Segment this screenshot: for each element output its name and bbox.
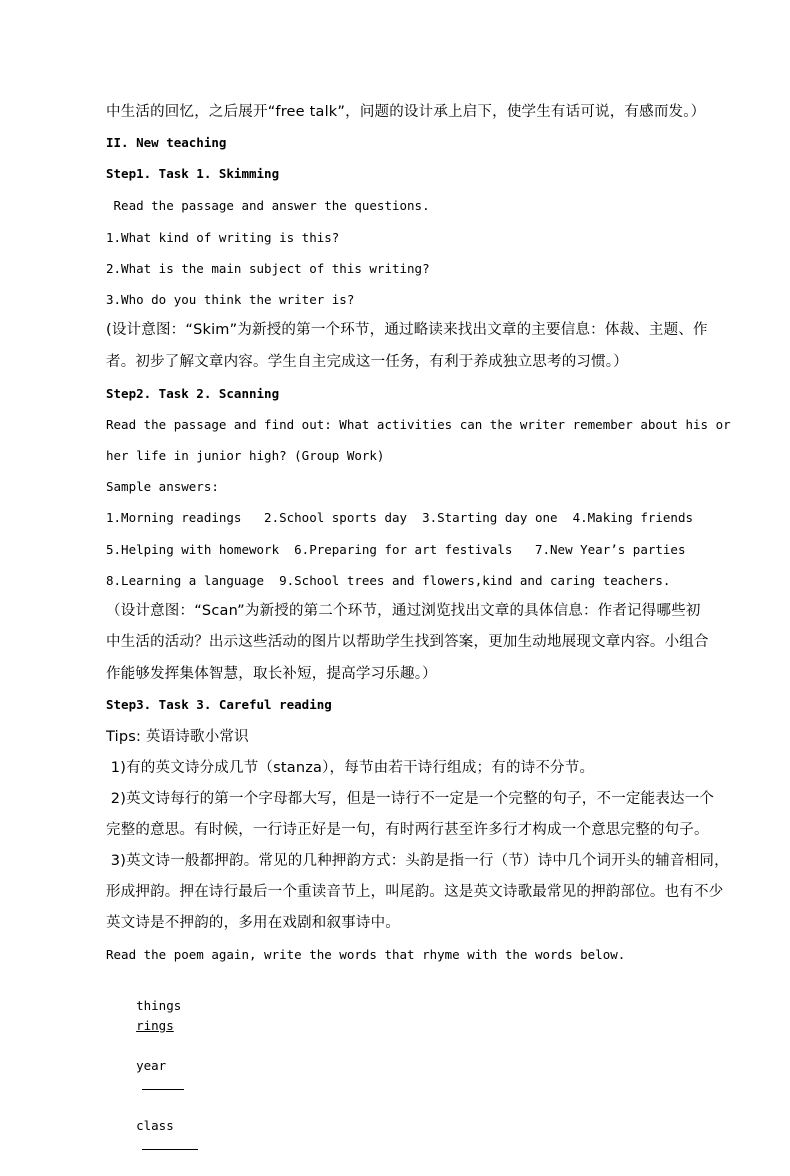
- rhyme-word-things: things: [136, 998, 182, 1013]
- question-line: 2.What is the main subject of this writing?: [106, 261, 430, 276]
- instruction-line: her life in junior high? (Group Work): [106, 448, 385, 463]
- step-heading: Step2. Task 2. Scanning: [106, 386, 280, 401]
- step-heading: Step3. Task 3. Careful reading: [106, 697, 332, 712]
- sample-answers-label: Sample answers:: [106, 479, 219, 494]
- paragraph-line: (设计意图：“Skim”为新授的第一个环节，通过略读来找出文章的主要信息：体裁、主题、作: [106, 322, 708, 338]
- answer-line: 1.Morning readings 2.School sports day 3.Starting day one 4.Making friends: [106, 510, 693, 525]
- section-heading: II. New teaching: [106, 135, 227, 150]
- answer-line: 8.Learning a language 9.School trees and flowers,kind and caring teachers.: [106, 573, 671, 588]
- tip-item: 形成押韵。押在诗行最后一个重读音节上，叫尾韵。这是英文诗歌最常见的押韵部位。也有不少: [106, 884, 724, 900]
- paragraph-line: 作能够发挥集体智慧，取长补短，提高学习乐趣。）: [106, 666, 437, 682]
- rhyme-blank-year[interactable]: [142, 1076, 184, 1090]
- tip-item: 英文诗是不押韵的，多用在戏剧和叙事诗中。: [106, 915, 400, 931]
- question-line: 3.Who do you think the writer is?: [106, 292, 355, 307]
- tips-line: Tips: 英语诗歌小常识: [106, 729, 249, 745]
- tip-item: 完整的意思。有时候，一行诗正好是一句，有时两行甚至许多行才构成一个意思完整的句子。: [106, 822, 709, 838]
- rhyme-answer-rings[interactable]: rings: [136, 1018, 174, 1033]
- paragraph-line: 者。初步了解文章内容。学生自主完成这一任务，有利于养成独立思考的习惯。）: [106, 354, 628, 370]
- paragraph-line: 中生活的活动？出示这些活动的图片以帮助学生找到答案，更加生动地展现文章内容。小组合: [106, 634, 709, 650]
- rhyme-blank-class[interactable]: [142, 1136, 198, 1150]
- rhyme-word-class: class: [136, 1118, 174, 1133]
- instruction-line: Read the passage and answer the questions.: [106, 198, 430, 213]
- paragraph-line: 中生活的回忆，之后展开“free talk”，问题的设计承上启下，使学生有话可说，有感而发。）: [106, 104, 706, 120]
- tip-item: 1)有的英文诗分成几节（stanza），每节由若干诗行组成；有的诗不分节。: [106, 760, 595, 776]
- instruction-line: Read the poem again, write the words that rhyme with the words below.: [106, 947, 626, 962]
- instruction-line: Read the passage and find out: What activities can the writer remember about his or: [106, 417, 731, 432]
- rhyme-exercise: [106, 976, 198, 1176]
- tip-item: 2)英文诗每行的第一个字母都大写，但是一诗行不一定是一个完整的句子，不一定能表达一个: [106, 791, 715, 807]
- answer-line: 5.Helping with homework 6.Preparing for art festivals 7.New Year’s parties: [106, 542, 686, 557]
- question-line: 1.What kind of writing is this?: [106, 230, 340, 245]
- paragraph-line: （设计意图：“Scan”为新授的第二个环节，通过浏览找出文章的具体信息：作者记得哪些初: [106, 603, 701, 619]
- rhyme-word-year: year: [136, 1058, 167, 1073]
- tip-item: 3)英文诗一般都押韵。常见的几种押韵方式：头韵是指一行（节）诗中几个词开头的辅音相同，: [106, 853, 729, 869]
- step-heading: Step1. Task 1. Skimming: [106, 166, 280, 181]
